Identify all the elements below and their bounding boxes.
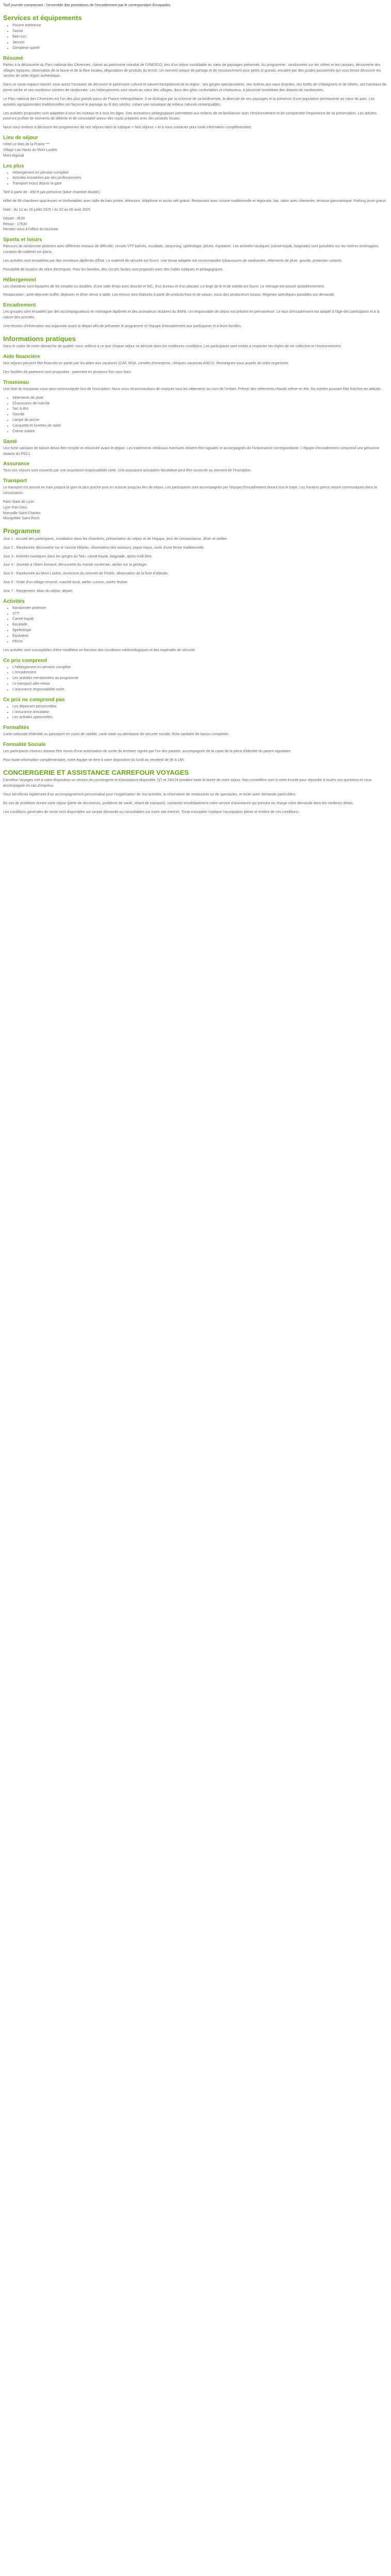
heading-programme: Programme	[3, 527, 41, 535]
list-item: • VTT	[12, 612, 388, 617]
list-item: • Bain turc	[12, 35, 388, 40]
heading-encadrement: Encadrement	[3, 302, 36, 309]
paragraph: En cas de problème durant votre séjour (perte de documents, problème de santé, retard de transport), contactez immédiatement notre service d'assistance qui prendra en charge votre demande dans les meilleurs délais.	[3, 801, 354, 805]
paragraph: Possibilité de location de vélos électriques. Pour les familles, des circuits faciles sont proposés avec des haltes ludiques et pédagogiques.	[3, 267, 224, 272]
intro-text: Tarif journée comprenant : l'ensemble des prestations de l'encadrement par le correspondant Escapades	[3, 4, 171, 7]
bullet-list	[3, 171, 388, 188]
bullet-list	[3, 704, 388, 721]
list-item: • Pêche	[12, 639, 388, 645]
paragraph: Vous bénéficiez également d'un accompagnement personnalisé pour l'organisation de vos activités, la réservation de restaurants ou de spectacles, et toute autre demande particulière.	[3, 793, 297, 797]
list-item: • Canoë-kayak	[12, 617, 388, 622]
paragraph: Tous nos séjours sont couverts par une assurance responsabilité civile. Une assurance annulation facultative peut être souscrite au moment de l'inscription.	[3, 469, 252, 473]
list-item: • Activités encadrées par des professionnels	[12, 176, 388, 181]
heading-services-et-equipements: Services et équipements	[3, 13, 82, 22]
text-lines	[3, 142, 388, 159]
heading-transport: Transport	[3, 478, 27, 484]
list-item: • Vêtements de pluie	[12, 396, 388, 401]
list-item: • Gourde	[12, 412, 388, 418]
list-item: • L'hébergement en pension complète	[12, 665, 388, 671]
paragraph: Parcours de randonnée pédestre avec différents niveaux de difficulté, circuits VTT balisés, escalade, canyoning, spéléologie, pêche, équitation. Les activités nautiques (canoë-kayak, baignade) sont possibles sur les rivières aménagées. Location de matériel sur place.	[3, 245, 380, 255]
text-line: Marseille Saint-Charles	[3, 511, 41, 515]
paragraph: Les activités sont susceptibles d'être modifiées en fonction des conditions météorologiques et des impératifs de sécurité.	[3, 648, 196, 652]
heading-sports-et-loisirs: Sports et loisirs	[3, 237, 42, 243]
heading-lieu-de-sejour: Lieu de séjour	[3, 135, 38, 141]
paragraph: Pour toute information complémentaire, notre équipe se tient à votre disposition du lundi au vendredi de 9h à 18h.	[3, 758, 185, 762]
heading-aide-financiere: Aide financière	[3, 354, 40, 360]
paragraph: Jour 7 : Rangement, bilan du séjour, départ.	[3, 589, 74, 593]
paragraph: Le transport est assuré en train jusqu'à la gare la plus proche puis en autocar jusqu'au lieu de séjour. Les participants sont accompagnés par l'équipe d'encadrement durant tout le trajet. Les horaires précis seront communiqués dans la convocation.	[3, 486, 377, 496]
paragraph: Les groupes sont encadrés par des accompagnateurs en montagne diplômés et des animateurs titulaires du BAFA. Un responsable de séjour est présent en permanence. Le taux d'encadrement est adapté à l'âge des participants et à la nature des activités.	[3, 310, 380, 320]
list-item: • Sauna	[12, 29, 388, 35]
paragraph: Carte nationale d'identité ou passeport en cours de validité, carte vitale ou attestation de sécurité sociale, fiche sanitaire de liaison complétée.	[3, 733, 230, 737]
paragraph: Les activités proposées sont adaptées à tous les niveaux et à tous les âges. Des animations pédagogiques permettent aux enfants de se familiariser avec l'environnement et de comprendre l'importance de sa préservation. Les adultes pourront profiter de moments de détente et de convivialité autour des repas préparés avec des produits locaux.	[3, 111, 377, 121]
list-item: • Jacuzzi	[12, 40, 388, 46]
list-item: • Complexe sportif	[12, 46, 388, 52]
list-item: • Les dépenses personnelles	[12, 704, 388, 710]
paragraph: Jour 4 : Journée à l'Aven Armand, découverte du monde souterrain, atelier sur la géologie.	[3, 563, 148, 567]
paragraph: Les activités sont encadrées par des moniteurs diplômés d'État. Le matériel de sécurité est fourni. Une tenue adaptée est recommandée (chaussures de randonnée, vêtements de pluie, gourde, protection solaire).	[3, 259, 343, 263]
text-line: Mont Aigoual	[3, 154, 24, 158]
text-line: Paris Gare de Lyon	[3, 500, 35, 504]
heading-ce-prix-comprend: Ce prix comprend	[3, 657, 47, 664]
content	[3, 14, 388, 816]
list-item: • Hébergement en pension complète	[12, 171, 388, 176]
paragraph: Le Parc national des Cévennes est l'un des plus grands parcs de France métropolitaine. Il se distingue par la richesse de sa biodiversité, la diversité de ses paysages et la présence d'une population permanente au cœur du parc. Les activités agropastorales traditionnelles ont façonné le paysage au fil des siècles, créant une mosaïque de milieux naturels remarquables.	[3, 97, 375, 107]
list-item: • Randonnée pédestre	[12, 606, 388, 612]
text-line: Retour : 17h30	[3, 222, 27, 226]
list-item: • L'assurance annulation	[12, 710, 388, 716]
list-item: • Escalade	[12, 622, 388, 628]
paragraph: Une liste du trousseau vous sera communiquée lors de l'inscription. Nous vous recommandons de marquer tous les vêtements au nom de l'enfant. Prévoir des vêtements chauds même en été, les soirées pouvant être fraîches en altitude.	[3, 387, 382, 391]
list-item: • Les activités optionnelles	[12, 715, 388, 721]
list-item: • L'encadrement	[12, 670, 388, 676]
paragraph: Les participants mineurs doivent être munis d'une autorisation de sortie du territoire signée par l'un des parents, accompagnée de la copie de la pièce d'identité du parent signataire.	[3, 750, 291, 754]
heading-les-plus: Les plus	[3, 163, 24, 169]
paragraph: Une fiche sanitaire de liaison devra être remplie et retournée avant le départ. Les traitements médicaux éventuels doivent être signalés et accompagnés de l'ordonnance correspondante. L'équipe d'encadrement comprend une personne titulaire du PSC1.	[3, 446, 379, 456]
list-item: • Le transport aller-retour	[12, 682, 388, 687]
paragraph: Nos séjours peuvent être financés en partie par les aides aux vacances (CAF, MSA, comités d'entreprise, chèques vacances ANCV). Renseignez-vous auprès de votre organisme.	[3, 362, 289, 366]
heading-informations-pratiques: Informations pratiques	[3, 334, 76, 343]
text-lines	[3, 216, 388, 233]
paragraph: Les chambres sont équipées de lits simples ou doubles, d'une salle d'eau avec douche et WC, d'un bureau et d'un placard. Le linge de lit et de toilette est fourni. Le ménage est assuré quotidiennement.	[3, 284, 325, 289]
heading-assurance: Assurance	[3, 461, 30, 467]
heading-trousseau: Trousseau	[3, 379, 29, 385]
paragraph: Restauration : petit-déjeuner buffet, déjeuner et dîner servis à table. Les menus sont élaborés à partir de produits frais et de saison, issus des producteurs locaux. Régimes spécifiques possibles sur demande.	[3, 293, 335, 297]
list-item: • Sac à dos	[12, 406, 388, 412]
bullet-list	[3, 606, 388, 645]
bullet-list	[3, 23, 388, 51]
list-item: • Piscine extérieure	[12, 23, 388, 29]
bullet-list	[3, 396, 388, 435]
paragraph: Une réunion d'information est organisée avant le départ afin de présenter le programme et l'équipe d'encadrement aux participants et à leurs familles.	[3, 324, 242, 328]
text-line: Départ : 8h30	[3, 216, 25, 221]
text-line: Hôtel Le Mas de la Prairie ***	[3, 143, 50, 147]
paragraph: Dans le cadre de notre démarche de qualité, nous veillons à ce que chaque séjour se déroule dans les meilleures conditions. Les participants sont invités à respecter les règles de vie collective et l'environnement.	[3, 345, 342, 349]
heading-sante: Santé	[3, 438, 18, 445]
paragraph: Les conditions générales de vente sont disponibles sur simple demande ou consultables sur notre site internet. Toute inscription implique l'acceptation pleine et entière de ces conditions.	[3, 810, 300, 814]
list-item: • Les activités mentionnées au programme	[12, 676, 388, 682]
paragraph: Jour 3 : Activités nautiques dans les gorges du Tarn, canoë-kayak, baignade, après-midi libre.	[3, 554, 153, 558]
heading-resume: Résumé	[3, 55, 23, 61]
paragraph: Jour 2 : Randonnée découverte sur le causse Méjean, observation des vautours, pique-nique, visite d'une ferme traditionnelle.	[3, 546, 205, 550]
list-item: • Transport inclus depuis la gare	[12, 181, 388, 187]
paragraph: Jour 6 : Visite d'un village cévenol, marché local, atelier cuisine, soirée festive.	[3, 581, 128, 585]
list-item: • Casquette et lunettes de soleil	[12, 423, 388, 429]
paragraph: Partez à la découverte du Parc national des Cévennes, classé au patrimoine mondial de l'UNESCO, lors d'un séjour inoubliable au cœur de paysages préservés. Au programme : randonnées sur les crêtes et les causses, découverte des villages typiques, observation de la faune et de la flore locales, dégustation de produits du terroir. Un moment unique de partage et de ressourcement pour petits et grands, encadré par des guides passionnés qui vous feront découvrir les secrets de cette région authentique.	[3, 63, 381, 78]
paragraph: Tarif à partir de : 450 € par personne (base chambre double).	[3, 191, 101, 195]
bullet-list	[3, 665, 388, 693]
list-item: • Lampe de poche	[12, 418, 388, 423]
heading-ce-prix-ne-comprend-pas: Ce prix ne comprend pas	[3, 697, 65, 703]
heading-conciergerie-et-assistance-carrefour-voy: CONCIERGERIE ET ASSISTANCE CARREFOUR VOYAGES	[3, 768, 189, 776]
paragraph: Hôtel de 48 chambres spacieuses et confortables avec salle de bain privée, télévision, téléphone et accès wifi gratuit. Restaurant avec cuisine traditionnelle et régionale, bar, salon avec cheminée, terrasse panoramique. Parking privé gratuit.	[3, 199, 387, 203]
list-item: • Équitation	[12, 634, 388, 639]
text-line: Village Les Hauts du Mont Lozère	[3, 148, 57, 152]
paragraph: Dans ce vaste espace naturel, vous aurez l'occasion de découvrir le patrimoine culturel et naturel exceptionnel de la région : ses gorges spectaculaires, ses rivières aux eaux limpides, ses forêts de châtaigniers et de hêtres, ses hameaux de pierre sèche et ses nombreux sentiers de randonnée. Les hébergements sont situés au cœur des villages, dans des gîtes confortables et chaleureux, à proximité immédiate des départs de randonnées.	[3, 83, 386, 93]
paragraph: Jour 5 : Randonnée au Mont Lozère, ascension du sommet de Finiels, observation de la flore d'altitude.	[3, 572, 169, 576]
text-line: Lyon Part-Dieu	[3, 505, 27, 510]
paragraph: Des facilités de paiement sont proposées : paiement en plusieurs fois sans frais.	[3, 370, 132, 375]
list-item: • L'assurance responsabilité civile	[12, 687, 388, 693]
paragraph: Carrefour Voyages met à votre disposition un service de conciergerie et d'assistance disponible 7j/7 et 24h/24 pendant toute la durée de votre séjour. Nos conseillers sont à votre écoute pour répondre à toutes vos questions et vous accompagner en cas d'imprévu.	[3, 778, 372, 788]
text-lines	[3, 500, 388, 522]
paragraph: Jour 1 : Accueil des participants, installation dans les chambres, présentation du séjour et de l'équipe, jeux de connaissance, dîner et veillée.	[3, 537, 228, 541]
heading-formalites: Formalités	[3, 725, 29, 731]
heading-formalite-sociale: Formalité Sociale	[3, 742, 46, 748]
page	[0, 0, 391, 816]
paragraph: Date : du 12 au 18 juillet 2025 / du 02 au 08 août 2025.	[3, 208, 91, 212]
text-line: Rendez-vous à l'office du tourisme	[3, 228, 59, 232]
list-item: • Chaussures de marche	[12, 401, 388, 407]
list-item: • Crème solaire	[12, 429, 388, 435]
heading-hebergement: Hébergement	[3, 277, 36, 283]
text-line: Montpellier Saint-Roch	[3, 517, 40, 521]
paragraph: Nous vous invitons à découvrir les programmes de nos séjours dans la rubrique « Nos séjours » et à nous contacter pour toute information complémentaire.	[3, 126, 252, 130]
heading-activites: Activités	[3, 598, 25, 604]
list-item: • Spéléologie	[12, 628, 388, 634]
